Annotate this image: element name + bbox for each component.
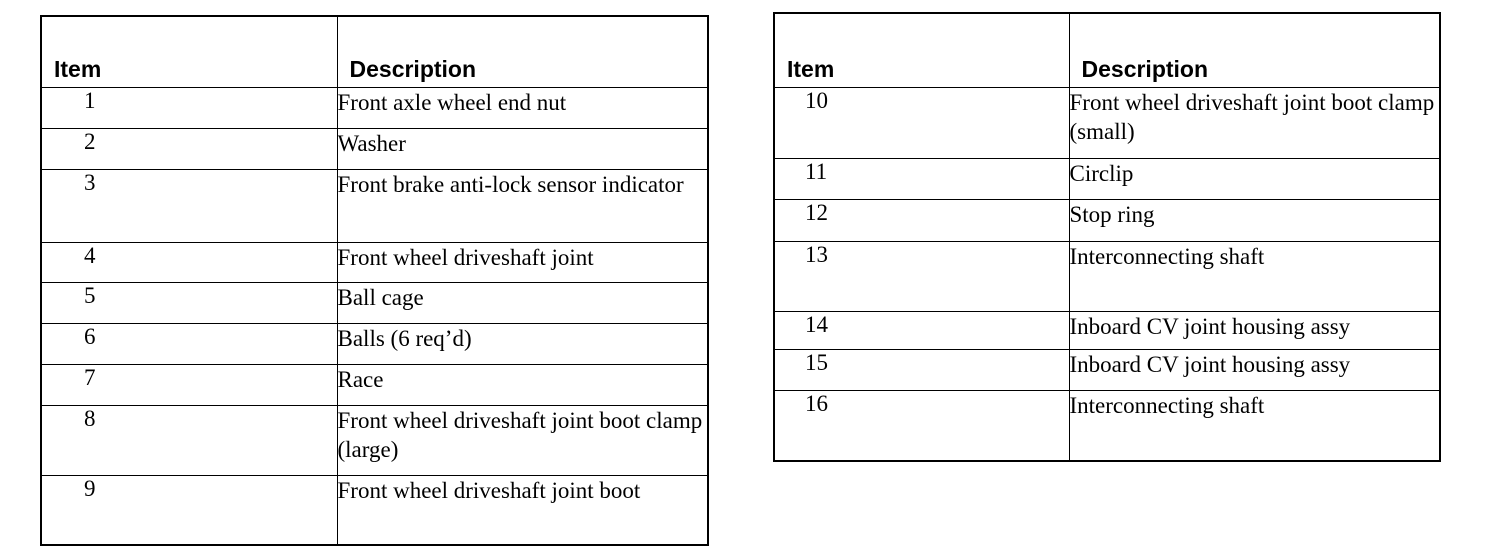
table-row — [774, 199, 1440, 241]
description-column-header: Description — [337, 16, 708, 87]
item-number: 2 — [41, 128, 337, 169]
item-number: 5 — [41, 282, 337, 323]
item-description: Interconnecting shaft — [1069, 390, 1440, 461]
table-row — [41, 242, 708, 282]
parts-table-left — [40, 15, 709, 546]
item-number: 8 — [41, 405, 337, 475]
table-row — [41, 364, 708, 405]
item-description: Inboard CV joint housing assy — [1069, 311, 1440, 349]
table-row — [41, 405, 708, 475]
item-description: Front brake anti-lock sensor indicator — [337, 169, 708, 242]
table-row — [41, 169, 708, 242]
item-number: 11 — [774, 158, 1069, 199]
item-number: 15 — [774, 349, 1069, 390]
item-number: 4 — [41, 242, 337, 282]
item-column-header: Item — [774, 13, 1069, 87]
table-row — [41, 87, 708, 128]
table-row — [41, 475, 708, 545]
table-header-row — [41, 16, 708, 87]
description-column-header: Description — [1069, 13, 1440, 87]
item-number: 9 — [41, 475, 337, 545]
table-row — [774, 349, 1440, 390]
item-description: Front wheel driveshaft joint boot clamp (small) — [1069, 87, 1440, 158]
item-number: 13 — [774, 241, 1069, 311]
table-row — [774, 87, 1440, 158]
item-number: 10 — [774, 87, 1069, 158]
item-description: Front wheel driveshaft joint boot clamp (large) — [337, 405, 708, 475]
table-row — [41, 323, 708, 364]
item-number: 12 — [774, 199, 1069, 241]
item-number: 14 — [774, 311, 1069, 349]
item-description: Stop ring — [1069, 199, 1440, 241]
item-description: Circlip — [1069, 158, 1440, 199]
item-number: 16 — [774, 390, 1069, 461]
item-number: 6 — [41, 323, 337, 364]
table-row — [41, 282, 708, 323]
table-row — [774, 390, 1440, 461]
item-number: 7 — [41, 364, 337, 405]
table-row — [774, 158, 1440, 199]
item-description: Race — [337, 364, 708, 405]
parts-table-right — [773, 12, 1441, 462]
item-description: Balls (6 req’d) — [337, 323, 708, 364]
table-row — [774, 241, 1440, 311]
item-number: 3 — [41, 169, 337, 242]
item-column-header: Item — [41, 16, 337, 87]
item-description: Inboard CV joint housing assy — [1069, 349, 1440, 390]
table-row — [774, 311, 1440, 349]
item-description: Interconnecting shaft — [1069, 241, 1440, 311]
item-description: Front wheel driveshaft joint boot — [337, 475, 708, 545]
table-header-row — [774, 13, 1440, 87]
item-number: 1 — [41, 87, 337, 128]
item-description: Front axle wheel end nut — [337, 87, 708, 128]
item-description: Front wheel driveshaft joint — [337, 242, 708, 282]
table-row — [41, 128, 708, 169]
item-description: Washer — [337, 128, 708, 169]
item-description: Ball cage — [337, 282, 708, 323]
